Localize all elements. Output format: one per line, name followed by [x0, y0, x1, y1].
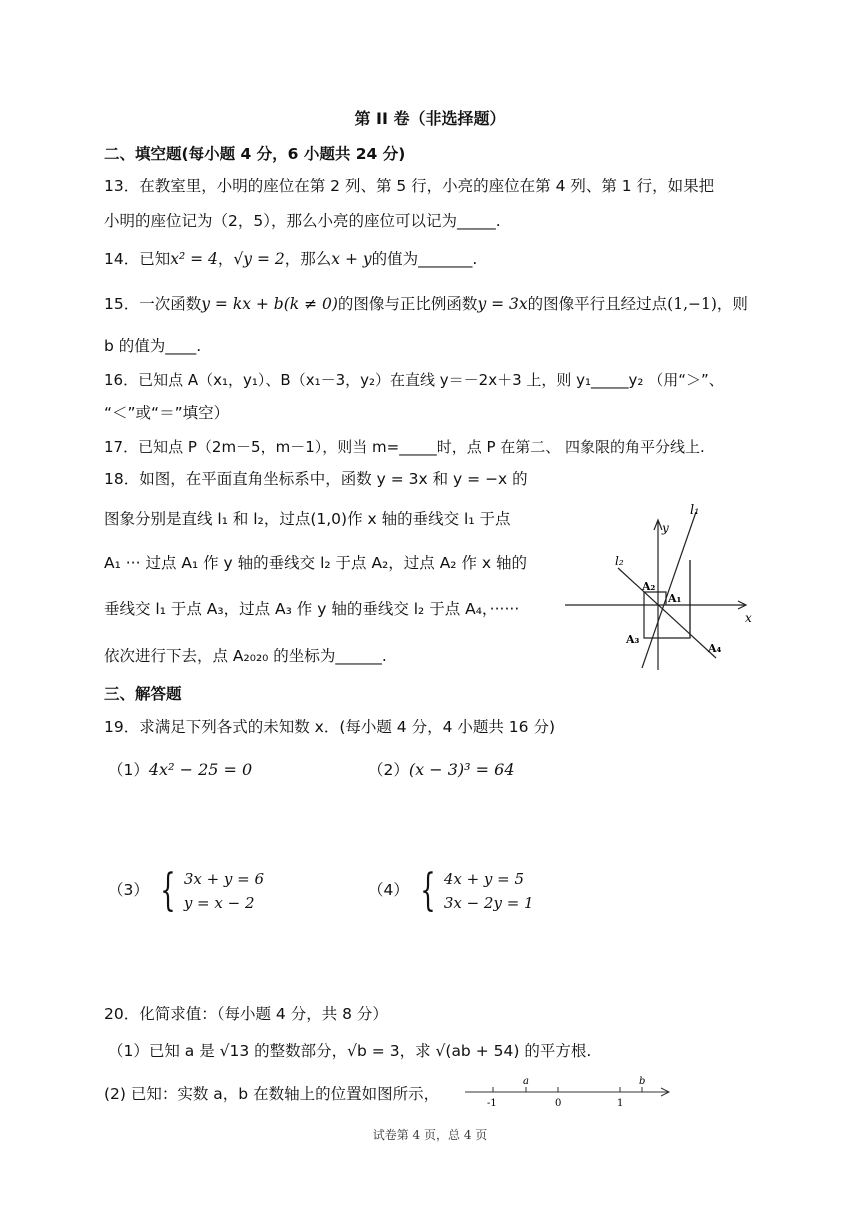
q15-line2: b 的值为____. [104, 337, 202, 355]
section-title: 第 II 卷（非选择题） [354, 109, 506, 128]
q18-line1: 18．如图，在平面直角坐标系中，函数 y = 3x 和 y = −x 的 [104, 470, 528, 488]
q14-prefix: 14．已知 [104, 250, 171, 268]
label-l2: l₂ [615, 554, 624, 568]
q19-p1-eq: 4x² − 25 = 0 [148, 760, 253, 779]
q18-figure [560, 500, 760, 675]
number-line [460, 1072, 675, 1114]
q19-part4 [368, 866, 534, 915]
q15-mid2: 的图像平行且经过点 [527, 295, 668, 313]
q15-prefix: 15．一次函数 [104, 295, 202, 313]
q19-p2-eq: (x − 3)³ = 64 [408, 760, 515, 779]
q15-func: y = kx + b(k ≠ 0) [201, 295, 338, 313]
q19-stem: 19．求满足下列各式的未知数 x．(每小题 4 分，4 小题共 16 分) [104, 718, 556, 736]
q19-p2-label: （2） [368, 761, 409, 779]
q19-part1 [108, 759, 252, 781]
brace-icon: { [160, 864, 176, 916]
q15-point: (1,−1) [667, 295, 717, 313]
q15-line1 [104, 293, 748, 315]
q19-p3-label: （3） [108, 881, 149, 899]
brace-icon: { [420, 864, 436, 916]
label-x: x [745, 611, 752, 625]
q14-sep: ， [217, 250, 234, 268]
q15-suffix: ，则 [716, 295, 748, 313]
label-A1: A₁ [668, 592, 682, 605]
label-b: b [639, 1076, 646, 1087]
q14 [104, 248, 477, 270]
q19-p3-row1: 3x + y = 6 [183, 869, 265, 888]
q19-p3-system [154, 864, 265, 916]
q16-line1: 16．已知点 A（x₁，y₁）、B（x₁－3，y₂）在直线 y＝－2x＋3 上，则 y₁_____y₂ （用“＞”、 [104, 371, 724, 389]
q19-p3-row2: y = x − 2 [183, 893, 255, 912]
label-y: y [662, 521, 669, 535]
label-A4: A₄ [708, 642, 722, 655]
q14-expr: x + y [331, 250, 372, 268]
q19-p4-row2: 3x − 2y = 1 [443, 893, 534, 912]
q18-line5: 依次进行下去，点 A₂₀₂₀ 的坐标为______. [104, 647, 387, 665]
page-footer: 试卷第 4 页，总 4 页 [372, 1128, 488, 1142]
q19-part2 [368, 759, 515, 781]
q20-stem: 20．化简求值：（每小题 4 分，共 8 分） [104, 1005, 388, 1023]
label-A2: A₂ [642, 580, 656, 593]
q14-suffix: 的值为_______. [371, 250, 478, 268]
q15-func2: y = 3x [477, 295, 528, 313]
q19-p1-label: （1） [108, 761, 149, 779]
q18-line3: A₁ ··· 过点 A₁ 作 y 轴的垂线交 l₂ 于点 A₂，过点 A₂ 作 x 轴的 [104, 554, 527, 572]
label-l1: l₁ [690, 503, 700, 518]
section3-heading: 三、解答题 [104, 685, 182, 703]
q18-line2: 图象分别是直线 l₁ 和 l₂，过点(1,0)作 x 轴的垂线交 l₁ 于点 [104, 510, 511, 528]
q19-p4-row1: 4x + y = 5 [443, 869, 525, 888]
q14-eq1: x² = 4 [170, 250, 218, 268]
tick-label-0: 0 [555, 1098, 562, 1109]
q13-line1: 13．在教室里，小明的座位在第 2 列、第 5 行，小亮的座位在第 4 列、第 1 行，如果把 [104, 177, 715, 195]
q20-part2: (2) 已知：实数 a，b 在数轴上的位置如图所示， [104, 1085, 440, 1103]
q19-p4-label: （4） [368, 881, 409, 899]
tick-label-minus1: -1 [487, 1098, 497, 1109]
q19-p4-system [414, 864, 534, 916]
q13-line2: 小明的座位记为（2，5），那么小亮的座位可以记为_____. [104, 212, 501, 230]
label-a: a [523, 1076, 529, 1087]
q15-mid: 的图像与正比例函数 [337, 295, 478, 313]
q19-part3 [108, 866, 264, 915]
section2-heading: 二、填空题(每小题 4 分，6 小题共 24 分) [104, 145, 406, 163]
q20-part1: （1）已知 a 是 √13 的整数部分，√b = 3，求 √(ab + 54) 的平方根. [108, 1042, 592, 1060]
q14-mid: ，那么 [284, 250, 332, 268]
tick-label-1: 1 [617, 1098, 624, 1109]
q14-eq2: √y = 2 [233, 250, 285, 268]
q16-line2: “＜”或“＝”填空） [104, 404, 230, 422]
label-A3: A₃ [626, 633, 640, 646]
q17-line1: 17．已知点 P（2m－5，m－1），则当 m=_____时，点 P 在第二、 四象限的角平分线上. [104, 438, 705, 456]
q18-line4: 垂线交 l₁ 于点 A₃，过点 A₃ 作 y 轴的垂线交 l₂ 于点 A₄，······ [104, 600, 520, 618]
